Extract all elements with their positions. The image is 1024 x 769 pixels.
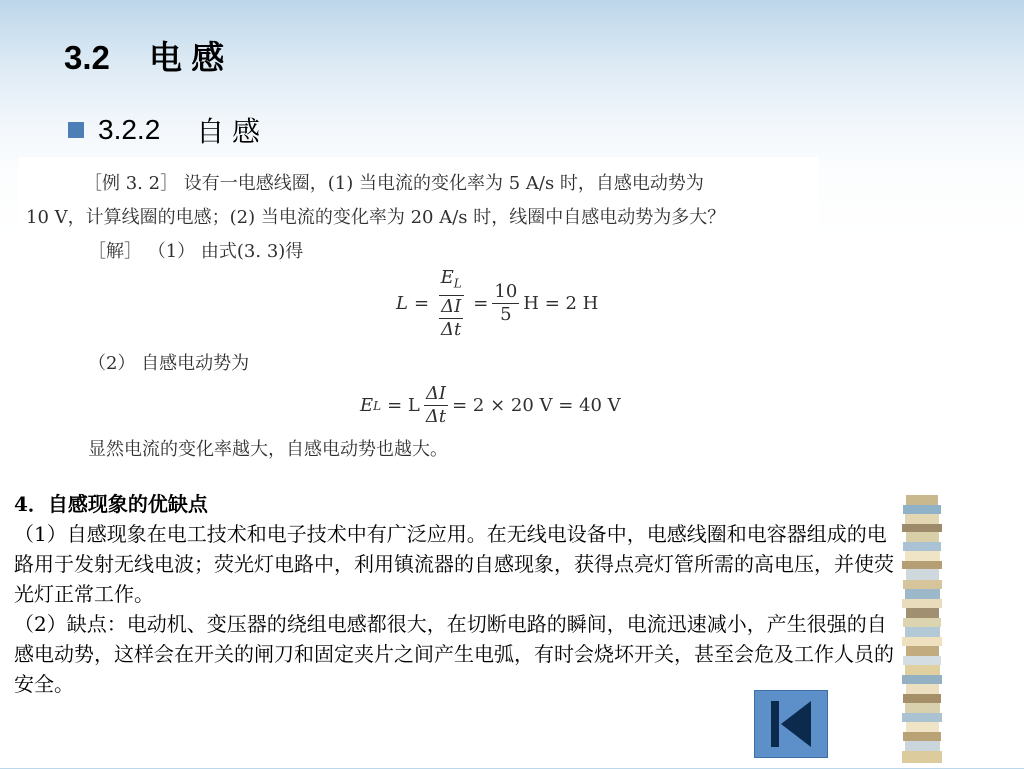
solution-conclusion: 显然电流的变化率越大，自感电动势也越大。 (88, 439, 448, 460)
slide-title (64, 32, 224, 79)
formula-equals-l: = L (387, 395, 420, 416)
formula-sub: L (373, 398, 382, 413)
skip-to-first-icon (761, 697, 821, 751)
subtitle-text: 自 感 (196, 116, 261, 147)
formula-denominator: 5 (500, 304, 512, 326)
title-text: 电 感 (149, 39, 225, 76)
solution-step2: （2） 自感电动势为 (88, 353, 250, 374)
example-question-line2: 10 V，计算线圈的电感；(2) 当电流的变化率为 20 A/s 时，线圈中自感电动势为多大？ (26, 207, 726, 228)
advantages-section (14, 489, 898, 699)
section-heading: 4．自感现象的优缺点 (14, 492, 208, 516)
formula-emf: E (360, 395, 374, 416)
formula-fraction (433, 267, 469, 341)
formula-rate-fraction (424, 383, 448, 428)
title-section-number: 3.2 (64, 39, 110, 76)
square-bullet-icon (68, 122, 84, 138)
formula-emf: E (440, 267, 454, 288)
paragraph-disadvantages: （2）缺点：电动机、变压器的绕组电感都很大，在切断电路的瞬间，电流迅速减小，产生很强的自感电动势，这样会在开关的闸刀和固定夹片之间产生电弧，有时会烧坏开关，甚至会危及工作人员的安全。 (14, 612, 894, 696)
formula-result: H = 2 H (523, 293, 599, 315)
formula-result: = 2 × 20 V = 40 V (452, 395, 621, 416)
formula-sub: L (453, 276, 462, 291)
formula-equals: = (473, 293, 489, 315)
formula-rate-fraction (439, 296, 463, 341)
formula-value-fraction (492, 281, 519, 326)
formula-variable: L (396, 293, 408, 315)
book-stack-icon (900, 495, 946, 765)
paragraph-advantages: （1）自感现象在电工技术和电子技术中有广泛应用。在无线电设备中，电感线圈和电容器组成的电路用于发射无线电波；荧光灯电路中，利用镇流器的自感现象，获得点亮灯管所需的高电压，并使荧光灯正常工作。 (14, 522, 894, 606)
formula-numerator: 10 (494, 281, 518, 303)
example-question-line1: ［例 3. 2］ 设有一电感线圈，(1) 当电流的变化率为 5 A/s 时，自感电动势为 (84, 173, 704, 194)
formula-delta-t: Δt (441, 318, 462, 340)
subtitle-bullet (68, 110, 260, 150)
formula-delta-i: ΔI (425, 383, 447, 404)
formula-delta-i: ΔI (441, 295, 462, 317)
solution-step1: ［解］ （1） 由式(3. 3)得 (88, 241, 304, 262)
formula-delta-t: Δt (425, 406, 447, 427)
subtitle-section-number: 3.2.2 (98, 114, 161, 145)
emf-formula (360, 383, 621, 428)
inductance-formula (396, 267, 598, 341)
first-slide-button[interactable] (754, 690, 828, 758)
example-image (18, 157, 818, 465)
formula-equals: = (413, 293, 430, 315)
